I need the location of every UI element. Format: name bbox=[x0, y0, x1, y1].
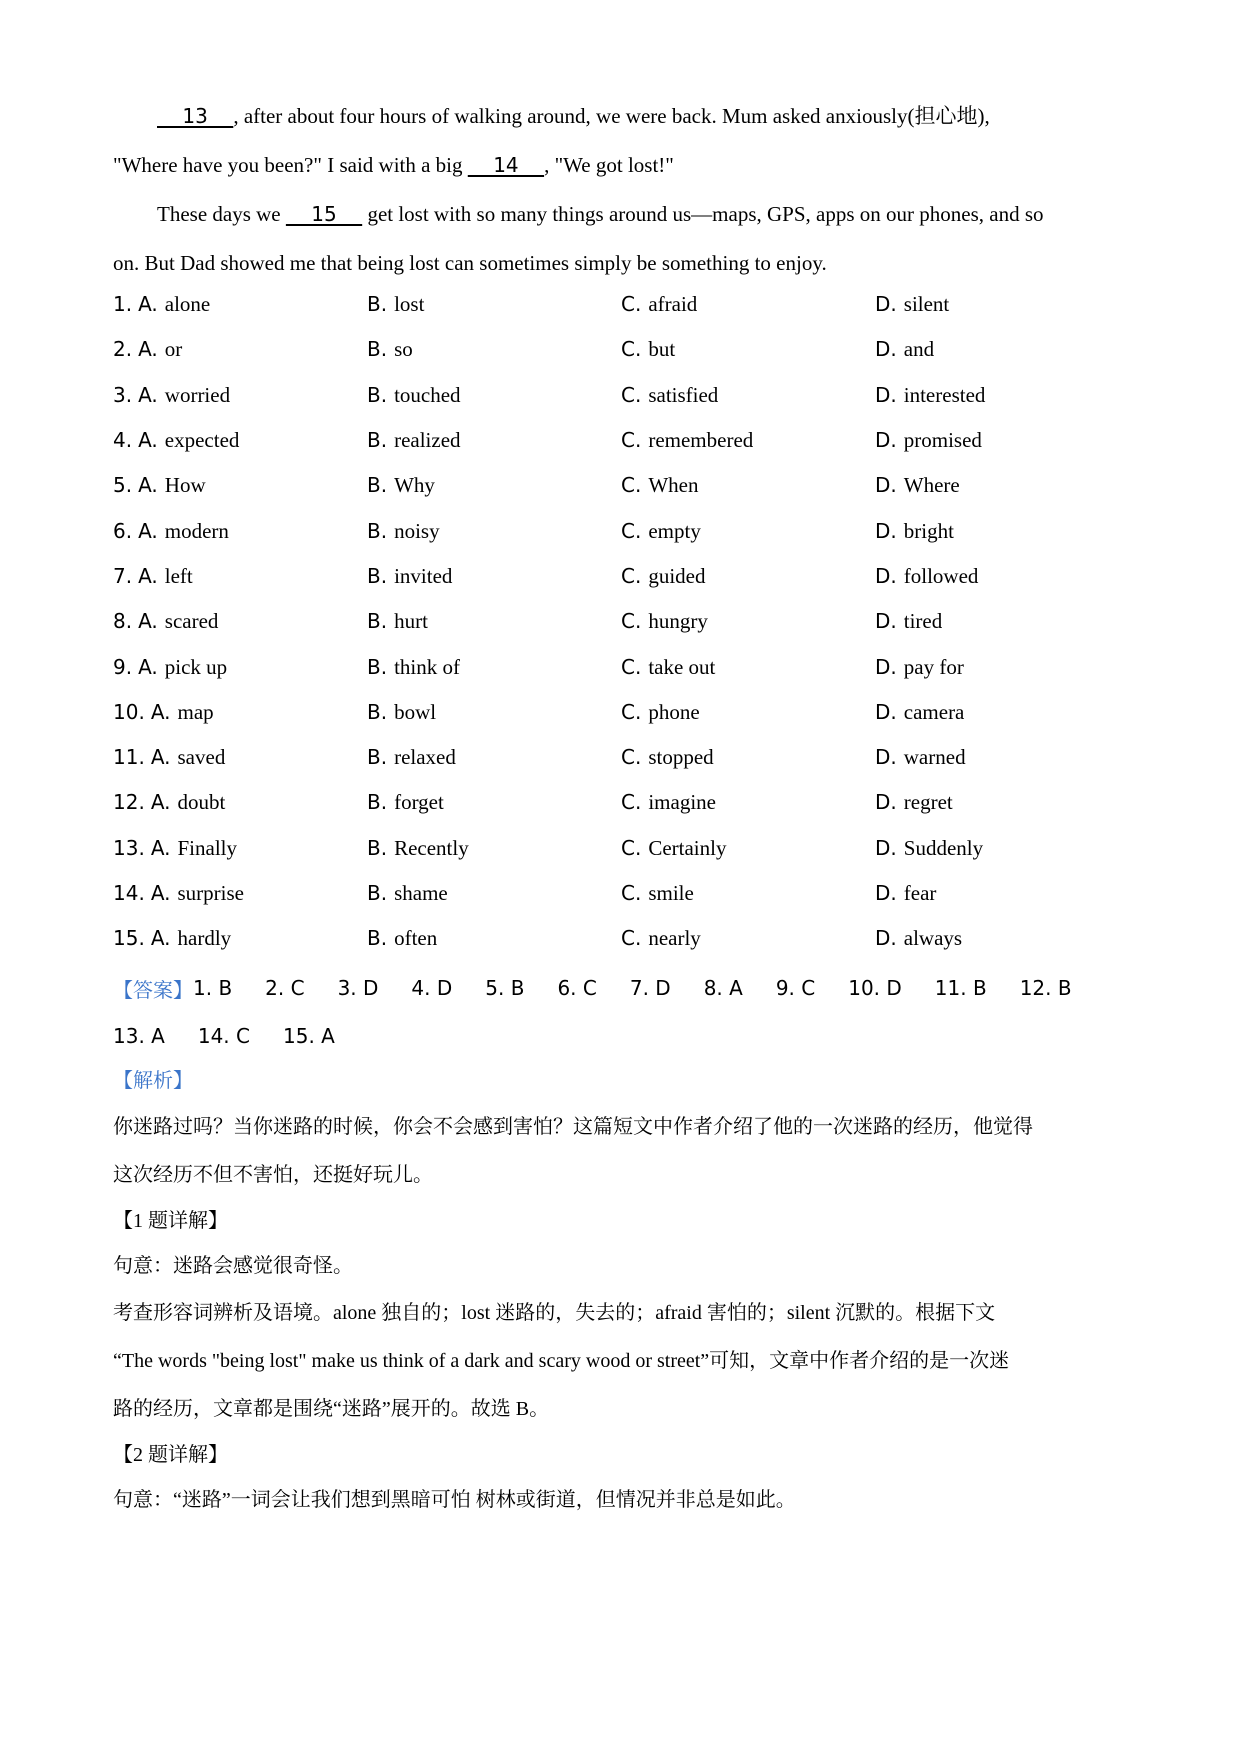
option-letter: A. bbox=[138, 518, 158, 543]
question-row bbox=[113, 599, 1133, 644]
option-text: always bbox=[903, 926, 963, 951]
question-row bbox=[113, 871, 1133, 916]
option-a bbox=[113, 790, 367, 815]
option-b bbox=[367, 655, 621, 680]
option-d bbox=[875, 926, 1129, 951]
passage-text: "Where have you been?" I said with a big bbox=[113, 153, 468, 177]
option-text: camera bbox=[903, 699, 965, 724]
option-text: surprise bbox=[177, 881, 244, 905]
q2-heading: 【2 题详解】 bbox=[113, 1444, 228, 1467]
answer-item: 3. D bbox=[337, 976, 379, 1001]
option-text: remembered bbox=[648, 428, 754, 453]
q1-meaning: 句意：迷路会感觉很奇怪。 bbox=[113, 1255, 353, 1278]
option-letter: A. bbox=[138, 337, 158, 362]
option-letter: B. bbox=[367, 563, 388, 588]
option-text: empty bbox=[648, 518, 701, 543]
answer-item: 13. A bbox=[113, 1024, 165, 1049]
option-b bbox=[367, 473, 621, 498]
option-d bbox=[875, 519, 1129, 544]
answer-line bbox=[113, 964, 1133, 1012]
question-number: 3. bbox=[113, 382, 133, 407]
question-number: 13. bbox=[113, 835, 145, 860]
option-letter: B. bbox=[367, 428, 388, 453]
option-d bbox=[875, 881, 1129, 906]
option-c bbox=[621, 655, 875, 680]
passage-text: get lost with so many things around us—maps, GPS, apps on our phones, and so bbox=[362, 202, 1044, 226]
option-text: worried bbox=[164, 382, 231, 407]
answer-item: 5. B bbox=[485, 976, 525, 1001]
option-text: bowl bbox=[394, 699, 437, 724]
option-letter: A. bbox=[150, 790, 171, 815]
option-letter: B. bbox=[367, 609, 388, 634]
option-letter: B. bbox=[367, 745, 388, 770]
question-row bbox=[113, 644, 1133, 689]
option-text: warned bbox=[903, 745, 966, 770]
option-a bbox=[113, 292, 367, 317]
option-text: modern bbox=[164, 518, 229, 543]
option-letter: C. bbox=[621, 745, 642, 770]
option-text: When bbox=[648, 473, 699, 498]
question-number: 11. bbox=[113, 745, 145, 770]
answer-item: 2. C bbox=[265, 976, 305, 1001]
analysis-intro: 你迷路过吗？当你迷路的时候，你会不会感到害怕？这篇短文中作者介绍了他的一次迷路的经历，他觉得 bbox=[113, 1116, 1033, 1139]
option-letter: A. bbox=[150, 926, 171, 951]
option-text: How bbox=[164, 473, 206, 498]
option-letter: A. bbox=[138, 292, 158, 317]
option-d bbox=[875, 337, 1129, 362]
option-text: map bbox=[177, 699, 214, 724]
option-letter: C. bbox=[621, 790, 642, 815]
option-text: take out bbox=[648, 654, 716, 679]
analysis-label: 【解析】 bbox=[113, 1068, 193, 1093]
option-letter: B. bbox=[367, 835, 388, 860]
option-text: Certainly bbox=[648, 835, 727, 860]
option-letter: A. bbox=[150, 699, 171, 724]
question-list bbox=[113, 282, 1133, 961]
option-b bbox=[367, 745, 621, 770]
option-text: left bbox=[164, 563, 193, 588]
option-b bbox=[367, 836, 621, 861]
passage-line bbox=[113, 190, 1133, 239]
option-text: alone bbox=[164, 292, 211, 317]
option-text: often bbox=[394, 926, 438, 951]
option-letter: C. bbox=[621, 926, 642, 951]
option-letter: D. bbox=[875, 563, 897, 588]
option-text: Recently bbox=[394, 835, 469, 860]
document-page bbox=[113, 92, 1133, 1523]
option-c bbox=[621, 519, 875, 544]
option-text: followed bbox=[903, 563, 979, 588]
answer-item: 14. C bbox=[197, 1024, 250, 1049]
option-a bbox=[113, 836, 367, 861]
passage-line: on. But Dad showed me that being lost can sometimes simply be something to enjoy. bbox=[113, 251, 827, 275]
option-d bbox=[875, 383, 1129, 408]
option-b bbox=[367, 881, 621, 906]
option-letter: A. bbox=[138, 609, 158, 634]
option-letter: A. bbox=[138, 654, 158, 679]
option-text: bright bbox=[903, 518, 954, 543]
answer-line bbox=[113, 1012, 1133, 1060]
option-letter: C. bbox=[621, 382, 642, 407]
option-b bbox=[367, 609, 621, 634]
option-b bbox=[367, 292, 621, 317]
option-letter: D. bbox=[875, 292, 897, 317]
option-a bbox=[113, 473, 367, 498]
option-letter: D. bbox=[875, 699, 897, 724]
option-text: nearly bbox=[648, 926, 701, 951]
option-text: relaxed bbox=[394, 745, 456, 770]
passage-line bbox=[113, 141, 1133, 190]
question-number: 7. bbox=[113, 563, 133, 588]
question-number: 15. bbox=[113, 926, 145, 951]
option-text: so bbox=[394, 337, 413, 362]
q1-explanation: 路的经历，文章都是围绕“迷路”展开的。故选 B。 bbox=[113, 1398, 550, 1421]
option-c bbox=[621, 337, 875, 362]
answer-blank: 14 bbox=[467, 153, 545, 177]
option-letter: B. bbox=[367, 926, 388, 951]
option-letter: B. bbox=[367, 292, 388, 317]
option-text: Why bbox=[394, 473, 435, 498]
question-number: 6. bbox=[113, 518, 133, 543]
option-a bbox=[113, 564, 367, 589]
question-number: 14. bbox=[113, 881, 145, 905]
option-letter: D. bbox=[875, 428, 897, 453]
option-b bbox=[367, 700, 621, 725]
option-c bbox=[621, 609, 875, 634]
option-letter: C. bbox=[621, 337, 642, 362]
option-letter: A. bbox=[150, 835, 171, 860]
option-letter: C. bbox=[621, 563, 642, 588]
option-letter: C. bbox=[621, 518, 642, 543]
answer-item: 4. D bbox=[411, 976, 453, 1001]
answer-item: 11. B bbox=[934, 976, 987, 1001]
option-a bbox=[113, 519, 367, 544]
option-a bbox=[113, 383, 367, 408]
answer-items bbox=[113, 1024, 368, 1048]
option-letter: B. bbox=[367, 337, 388, 362]
answer-item: 1. B bbox=[193, 976, 233, 1001]
option-letter: D. bbox=[875, 654, 897, 679]
option-text: hungry bbox=[648, 609, 708, 634]
question-row bbox=[113, 418, 1133, 463]
option-letter: B. bbox=[367, 790, 388, 815]
option-b bbox=[367, 926, 621, 951]
option-a bbox=[113, 655, 367, 680]
question-row bbox=[113, 463, 1133, 508]
question-number: 5. bbox=[113, 473, 133, 498]
option-a bbox=[113, 926, 367, 951]
option-letter: A. bbox=[150, 745, 171, 770]
q1-heading: 【1 题详解】 bbox=[113, 1210, 228, 1233]
option-text: silent bbox=[903, 292, 950, 317]
option-text: stopped bbox=[648, 745, 714, 770]
option-letter: C. bbox=[621, 881, 642, 905]
option-text: scared bbox=[164, 609, 219, 634]
option-d bbox=[875, 745, 1129, 770]
question-row bbox=[113, 735, 1133, 780]
option-text: noisy bbox=[394, 518, 440, 543]
option-text: phone bbox=[648, 699, 700, 724]
question-row bbox=[113, 327, 1133, 372]
option-d bbox=[875, 428, 1129, 453]
option-text: Where bbox=[903, 473, 960, 498]
option-text: saved bbox=[177, 745, 226, 770]
option-letter: B. bbox=[367, 518, 388, 543]
option-c bbox=[621, 790, 875, 815]
option-c bbox=[621, 383, 875, 408]
option-b bbox=[367, 337, 621, 362]
question-row bbox=[113, 508, 1133, 553]
option-d bbox=[875, 655, 1129, 680]
answer-blank: 15 bbox=[285, 202, 363, 226]
option-c bbox=[621, 926, 875, 951]
option-letter: B. bbox=[367, 654, 388, 679]
option-text: tired bbox=[903, 609, 943, 634]
option-letter: C. bbox=[621, 835, 642, 860]
answer-item: 15. A bbox=[283, 1024, 335, 1049]
option-text: expected bbox=[164, 428, 240, 453]
option-d bbox=[875, 700, 1129, 725]
option-c bbox=[621, 473, 875, 498]
question-row bbox=[113, 690, 1133, 735]
option-letter: C. bbox=[621, 609, 642, 634]
q2-meaning: 句意：“迷路”一词会让我们想到黑暗可怕 树林或街道，但情况并非总是如此。 bbox=[113, 1489, 796, 1512]
option-letter: A. bbox=[138, 563, 158, 588]
question-row bbox=[113, 282, 1133, 327]
option-letter: D. bbox=[875, 881, 897, 905]
option-a bbox=[113, 745, 367, 770]
option-a bbox=[113, 700, 367, 725]
option-letter: C. bbox=[621, 699, 642, 724]
answer-item: 7. D bbox=[629, 976, 671, 1001]
option-letter: C. bbox=[621, 428, 642, 453]
passage-text: These days we bbox=[157, 202, 286, 226]
option-d bbox=[875, 564, 1129, 589]
option-text: Finally bbox=[177, 835, 238, 860]
question-number: 8. bbox=[113, 609, 133, 634]
option-text: pick up bbox=[164, 654, 228, 679]
answer-items bbox=[193, 976, 1072, 1000]
question-row bbox=[113, 780, 1133, 825]
option-letter: B. bbox=[367, 699, 388, 724]
option-text: shame bbox=[394, 881, 448, 905]
question-row bbox=[113, 554, 1133, 599]
answer-item: 8. A bbox=[703, 976, 743, 1001]
option-a bbox=[113, 609, 367, 634]
option-b bbox=[367, 790, 621, 815]
question-number: 4. bbox=[113, 428, 133, 453]
question-number: 2. bbox=[113, 337, 133, 362]
question-row bbox=[113, 826, 1133, 871]
option-text: guided bbox=[648, 563, 706, 588]
answer-blank: 13 bbox=[157, 104, 234, 128]
option-b bbox=[367, 564, 621, 589]
analysis-intro: 这次经历不但不害怕，还挺好玩儿。 bbox=[113, 1164, 433, 1187]
option-text: think of bbox=[394, 654, 460, 679]
answer-item: 9. C bbox=[775, 976, 816, 1001]
option-text: promised bbox=[903, 428, 982, 453]
option-b bbox=[367, 428, 621, 453]
option-d bbox=[875, 790, 1129, 815]
option-text: invited bbox=[394, 563, 453, 588]
question-number: 9. bbox=[113, 654, 133, 679]
option-c bbox=[621, 836, 875, 861]
option-text: but bbox=[648, 337, 676, 362]
option-c bbox=[621, 292, 875, 317]
answer-label: 【答案】 bbox=[113, 977, 193, 1002]
option-c bbox=[621, 700, 875, 725]
option-text: satisfied bbox=[648, 382, 719, 407]
option-c bbox=[621, 881, 875, 906]
passage-text: , "We got lost!" bbox=[544, 153, 674, 177]
option-b bbox=[367, 383, 621, 408]
option-a bbox=[113, 881, 367, 906]
option-letter: A. bbox=[138, 428, 158, 453]
option-letter: C. bbox=[621, 473, 642, 498]
option-letter: D. bbox=[875, 926, 897, 951]
passage-text: , after about four hours of walking around, we were back. Mum asked anxiously(担心地), bbox=[233, 104, 990, 128]
answer-item: 12. B bbox=[1019, 976, 1072, 1001]
option-a bbox=[113, 428, 367, 453]
option-letter: A. bbox=[138, 473, 158, 498]
option-text: smile bbox=[648, 881, 694, 905]
option-c bbox=[621, 745, 875, 770]
option-letter: D. bbox=[875, 473, 897, 498]
option-letter: A. bbox=[150, 881, 171, 905]
option-d bbox=[875, 292, 1129, 317]
option-letter: D. bbox=[875, 337, 897, 362]
option-letter: C. bbox=[621, 292, 642, 317]
option-text: realized bbox=[394, 428, 461, 453]
question-row bbox=[113, 373, 1133, 418]
option-text: and bbox=[903, 337, 935, 362]
option-text: imagine bbox=[648, 790, 716, 815]
option-text: pay for bbox=[903, 654, 964, 679]
option-letter: C. bbox=[621, 654, 642, 679]
question-number: 10. bbox=[113, 699, 145, 724]
option-letter: D. bbox=[875, 790, 897, 815]
passage-line bbox=[113, 92, 1133, 141]
option-text: regret bbox=[903, 790, 953, 815]
option-letter: D. bbox=[875, 382, 897, 407]
option-letter: D. bbox=[875, 745, 897, 770]
answer-item: 6. C bbox=[557, 976, 597, 1001]
option-text: touched bbox=[394, 382, 461, 407]
option-text: doubt bbox=[177, 790, 226, 815]
option-text: hardly bbox=[177, 926, 232, 951]
option-letter: D. bbox=[875, 609, 897, 634]
option-letter: D. bbox=[875, 518, 897, 543]
question-number: 1. bbox=[113, 292, 133, 317]
question-number: 12. bbox=[113, 790, 145, 815]
option-letter: A. bbox=[138, 382, 158, 407]
option-text: or bbox=[164, 337, 183, 362]
option-c bbox=[621, 564, 875, 589]
option-letter: B. bbox=[367, 473, 388, 498]
answer-item: 10. D bbox=[848, 976, 902, 1001]
option-text: interested bbox=[903, 382, 986, 407]
option-letter: D. bbox=[875, 835, 897, 860]
option-letter: B. bbox=[367, 382, 388, 407]
option-letter: B. bbox=[367, 881, 388, 905]
option-text: fear bbox=[903, 881, 937, 905]
option-text: hurt bbox=[394, 609, 428, 634]
q1-explanation: “The words "being lost" make us think of a dark and scary wood or street”可知，文章中作者介绍的是一次迷 bbox=[113, 1350, 1010, 1373]
option-b bbox=[367, 519, 621, 544]
option-d bbox=[875, 609, 1129, 634]
option-text: afraid bbox=[648, 292, 698, 317]
option-d bbox=[875, 473, 1129, 498]
option-c bbox=[621, 428, 875, 453]
option-d bbox=[875, 836, 1129, 861]
option-text: Suddenly bbox=[903, 835, 984, 860]
question-row bbox=[113, 916, 1133, 961]
option-a bbox=[113, 337, 367, 362]
option-text: forget bbox=[394, 790, 444, 815]
q1-explanation: 考查形容词辨析及语境。alone 独自的；lost 迷路的，失去的；afraid 害怕的；silent 沉默的。根据下文 bbox=[113, 1302, 996, 1325]
option-text: lost bbox=[394, 292, 425, 317]
